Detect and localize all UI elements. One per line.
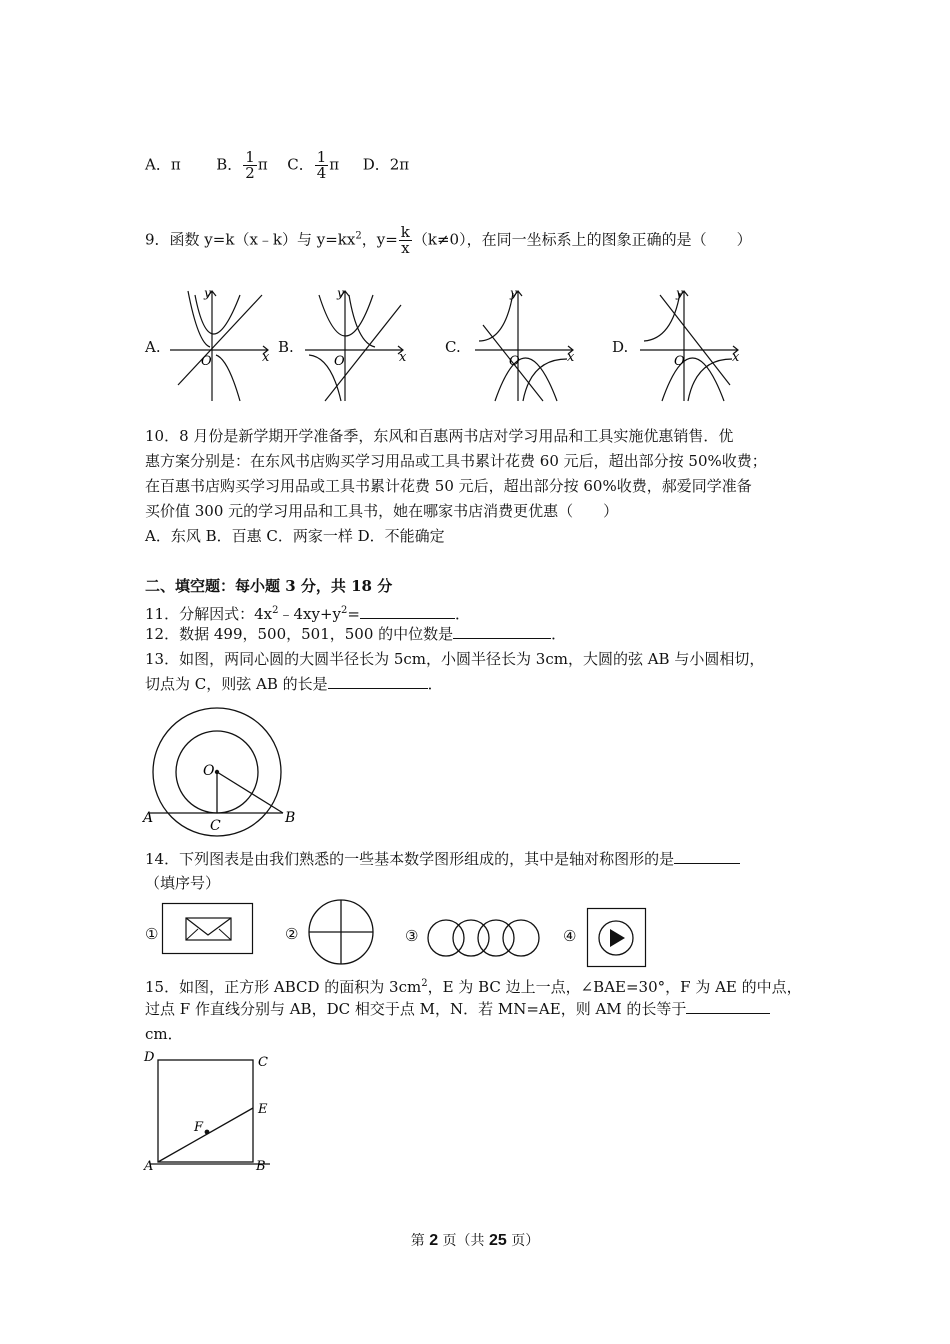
q15-square-figure — [140, 1045, 290, 1173]
q14-figure-1-envelope — [162, 903, 254, 955]
page-number: 2 — [429, 1232, 439, 1249]
q14-line-1: 14．下列图表是由我们熟悉的一些基本数学图形组成的，其中是轴对称图形的是 — [145, 848, 740, 870]
y-axis-label: y — [510, 286, 517, 300]
q9-graph-label-c: C. — [445, 338, 461, 356]
q9-graph-b — [305, 285, 415, 403]
origin-label: O — [334, 354, 345, 369]
q9-stem: 9．函数 y=k（x﹣k）与 $y=kx^2$，y= $\frac{k}{x}$ （k≠0），在同一坐标系上的图象正确的是（ ） — [145, 223, 752, 257]
q14-figure-2-circle-cross — [307, 898, 377, 968]
q14-figure-4-play — [587, 908, 649, 970]
q10-line-2: 惠方案分别是：在东风书店购买学习用品或工具书累计花费 60 元后，超出部分按 50%收费； — [145, 452, 767, 470]
q8-option-b-label: B． — [216, 155, 243, 174]
point-o-label: O — [203, 763, 215, 779]
q8-option-c-fraction: $\frac{1}{4}$ — [316, 148, 327, 182]
q14-marker-1: ① — [145, 925, 159, 943]
q14-figure-3-rings — [426, 918, 544, 960]
answer-blank[interactable] — [674, 849, 740, 864]
section-title: 二、填空题：每小题 3 分，共 18 分 — [145, 577, 393, 595]
q14-marker-4: ④ — [563, 927, 577, 945]
q10-line-1: 10．8 月份是新学期开学准备季，东风和百惠两书店对学习用品和工具实施优惠销售．优 — [145, 427, 734, 445]
q13-concentric-circles-figure — [140, 700, 300, 840]
origin-label: O — [509, 354, 520, 369]
page-total: 25 — [489, 1232, 507, 1249]
x-axis-label: x — [262, 350, 270, 365]
q8-option-a: A．π — [145, 155, 181, 174]
q10-line-4: 买价值 300 元的学习用品和工具书，她在哪家书店消费更优惠（ ） — [145, 502, 619, 520]
x-axis-label: x — [732, 350, 740, 365]
q14-line-2: （填序号） — [145, 874, 221, 892]
point-e-label: E — [258, 1102, 268, 1117]
q13-line-2: 切点为 C，则弦 AB 的长是 ． — [145, 675, 443, 693]
point-b-label: B — [285, 810, 296, 826]
x-axis-label: x — [567, 350, 575, 365]
point-a-label: A — [143, 810, 154, 826]
answer-blank[interactable] — [360, 604, 455, 619]
q15-line-2: 过点 F 作直线分别与 AB，DC 相交于点 M，N．若 MN=AE，则 AM 的长等于 — [145, 998, 770, 1020]
point-c-label: C — [258, 1055, 268, 1070]
q9-graph-c — [475, 285, 585, 403]
point-d-label: D — [144, 1050, 155, 1065]
y-axis-label: y — [204, 286, 211, 300]
q9-graph-label-d: D. — [612, 338, 629, 356]
y-axis-label: y — [676, 286, 683, 300]
answer-blank[interactable] — [328, 674, 428, 689]
x-axis-label: x — [399, 350, 407, 365]
page-footer: 第 2 页（共 25 页） — [410, 1232, 540, 1249]
q15-line-3: cm． — [145, 1025, 183, 1043]
q9-graph-label-a: A. — [145, 338, 161, 356]
q9-graph-label-b: B. — [278, 338, 294, 356]
q9-graph-d — [640, 285, 750, 403]
point-a-label: A — [144, 1159, 154, 1174]
q8-option-c-label: C． — [287, 155, 314, 174]
q14-marker-2: ② — [285, 925, 299, 943]
q8-option-d: D．2π — [362, 155, 410, 174]
origin-label: O — [201, 354, 212, 369]
q12-text: 12．数据 499，500，501，500 的中位数是 ． — [145, 625, 567, 643]
point-b-label: B — [256, 1159, 266, 1174]
q13-line-1: 13．如图，两同心圆的大圆半径长为 5cm，小圆半径长为 3cm，大圆的弦 AB 与小圆相切， — [145, 650, 765, 668]
q14-marker-3: ③ — [405, 927, 419, 945]
q15-line-1: 15．如图，正方形 ABCD 的面积为 $3cm^2$，E 为 BC 边上一点，∠BAE=30°，F 为 AE 的中点， — [145, 978, 802, 996]
q10-line-3: 在百惠书店购买学习用品或工具书累计花费 50 元后，超出部分按 60%收费，郝爱同学准备 — [145, 477, 752, 495]
q8-option-b-fraction: $\frac{1}{2}$ — [245, 148, 255, 182]
answer-blank[interactable] — [453, 624, 551, 639]
point-c-label: C — [210, 818, 221, 834]
q9-fraction: $\frac{k}{x}$ — [400, 223, 410, 257]
q11-text: 11．分解因式：$4x^2﹣4xy+y^2=$ ． — [145, 605, 470, 623]
point-f-label: F — [194, 1120, 204, 1135]
origin-label: O — [674, 354, 685, 369]
q9-graph-a — [170, 285, 280, 403]
answer-blank[interactable] — [686, 999, 770, 1014]
y-axis-label: y — [337, 286, 344, 300]
q10-options: A．东风 B．百惠 C．两家一样 D．不能确定 — [145, 527, 445, 545]
q8-options: A．π B． $\frac{1}{2}$ π C． $\frac{1}{4}$ π D．2π — [145, 148, 410, 182]
